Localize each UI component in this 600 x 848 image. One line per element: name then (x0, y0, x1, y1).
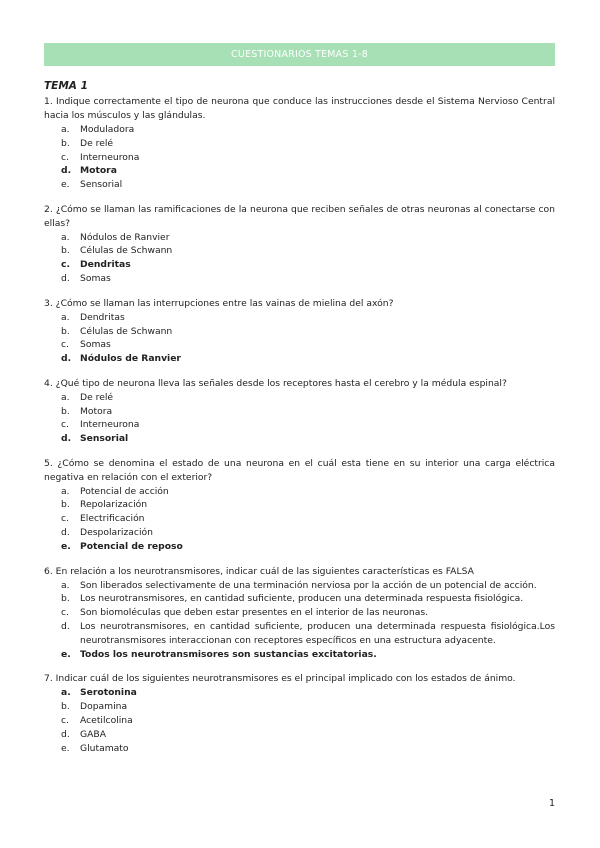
title-banner (44, 43, 555, 66)
answer-option-correct (44, 164, 555, 178)
answer-option-correct (44, 540, 555, 554)
question-5 (44, 457, 555, 554)
option-letter: e. (61, 742, 70, 754)
option-text: Potencial de acción (80, 485, 169, 497)
answer-option-correct (44, 686, 555, 700)
option-letter: d. (61, 273, 70, 285)
option-letter: e. (61, 179, 70, 191)
option-text: Despolarización (80, 527, 153, 539)
answer-option (44, 178, 555, 192)
option-letter: b. (61, 245, 70, 257)
option-text: Moduladora (80, 123, 135, 135)
answer-option (44, 742, 555, 756)
option-letter: b. (61, 137, 70, 149)
option-letter: c. (61, 259, 70, 271)
answer-options (44, 485, 555, 555)
option-letter: d. (61, 353, 72, 365)
document-content (44, 80, 555, 766)
option-letter: d. (61, 433, 72, 445)
option-text: Sensorial (80, 179, 123, 191)
answer-option (44, 728, 555, 742)
answer-option (44, 606, 555, 620)
option-text: Dendritas (80, 311, 125, 323)
option-letter: c. (61, 607, 69, 619)
option-letter: c. (61, 339, 69, 351)
option-text: Serotonina (80, 687, 137, 699)
option-text: Electrificación (80, 513, 145, 525)
answer-option (44, 391, 555, 405)
question-text: 1. Indique correctamente el tipo de neurona que conduce las instrucciones desde el Sistema Nervioso Central hacia los músculos y las glándulas. (44, 95, 555, 121)
answer-option (44, 592, 555, 606)
question-text: 3. ¿Cómo se llaman las interrupciones entre las vainas de mielina del axón? (44, 297, 394, 309)
option-text: Células de Schwann (80, 245, 173, 257)
option-text: De relé (80, 391, 114, 403)
page-number: 1 (548, 798, 555, 809)
answer-option (44, 123, 555, 137)
option-text: Somas (80, 339, 111, 351)
answer-option (44, 485, 555, 499)
option-letter: e. (61, 649, 71, 661)
question-list (44, 95, 555, 756)
answer-options (44, 686, 555, 756)
option-letter: a. (61, 485, 70, 497)
option-letter: a. (61, 123, 70, 135)
option-text: Acetilcolina (80, 715, 133, 727)
option-text: Somas (80, 273, 111, 285)
section-title: TEMA 1 (44, 80, 88, 92)
option-letter: d. (61, 621, 70, 633)
option-text: Motora (80, 165, 117, 177)
answer-option (44, 325, 555, 339)
answer-options (44, 391, 555, 447)
option-letter: a. (61, 311, 70, 323)
option-letter: d. (61, 165, 72, 177)
banner-title: CUESTIONARIOS TEMAS 1-8 (231, 49, 368, 60)
answer-option (44, 526, 555, 540)
option-letter: b. (61, 499, 70, 511)
question-text: 4. ¿Qué tipo de neurona lleva las señales desde los receptores hasta el cerebro y la médula espinal? (44, 377, 507, 389)
question-text: 2. ¿Cómo se llaman las ramificaciones de la neurona que reciben señales de otras neuronas al conectarse con ellas? (44, 203, 555, 229)
option-text: Células de Schwann (80, 325, 173, 337)
answer-option (44, 579, 555, 593)
question-text: 7. Indicar cuál de los siguientes neurotransmisores es el principal implicado con los estados de ánimo. (44, 673, 516, 685)
option-text: Dendritas (80, 259, 131, 271)
answer-option-correct (44, 432, 555, 446)
option-text: Interneurona (80, 151, 140, 163)
option-letter: a. (61, 231, 70, 243)
option-text: Nódulos de Ranvier (80, 353, 181, 365)
answer-options (44, 311, 555, 367)
answer-option (44, 418, 555, 432)
question-2 (44, 203, 555, 286)
answer-option-correct (44, 648, 555, 662)
answer-option (44, 620, 555, 648)
option-letter: b. (61, 701, 70, 713)
answer-options (44, 579, 555, 662)
option-text: Potencial de reposo (80, 541, 183, 553)
answer-option (44, 231, 555, 245)
answer-option (44, 272, 555, 286)
option-text: Son liberados selectivamente de una terminación nerviosa por la acción de un potencial de acción. (80, 579, 537, 591)
option-text: Nódulos de Ranvier (80, 231, 170, 243)
option-letter: b. (61, 593, 70, 605)
option-letter: c. (61, 513, 69, 525)
answer-option (44, 338, 555, 352)
question-6 (44, 565, 555, 662)
answer-options (44, 123, 555, 193)
option-text: Todos los neurotransmisores son sustancias excitatorias. (80, 649, 377, 661)
option-text: Repolarización (80, 499, 148, 511)
answer-options (44, 231, 555, 287)
option-text: Glutamato (80, 742, 129, 754)
answer-option (44, 151, 555, 165)
option-letter: e. (61, 541, 71, 553)
answer-option-correct (44, 352, 555, 366)
question-3 (44, 297, 555, 367)
question-4 (44, 377, 555, 447)
answer-option (44, 311, 555, 325)
option-letter: a. (61, 687, 71, 699)
option-letter: c. (61, 151, 69, 163)
option-letter: b. (61, 405, 70, 417)
answer-option (44, 244, 555, 258)
option-letter: c. (61, 419, 69, 431)
option-text: GABA (80, 729, 106, 741)
option-text: Motora (80, 405, 113, 417)
answer-option (44, 137, 555, 151)
answer-option-correct (44, 258, 555, 272)
question-text: 6. En relación a los neurotransmisores, indicar cuál de las siguientes características es FALSA (44, 565, 474, 577)
option-letter: a. (61, 391, 70, 403)
question-7 (44, 672, 555, 755)
answer-option (44, 405, 555, 419)
option-letter: d. (61, 527, 70, 539)
option-text: Dopamina (80, 701, 128, 713)
option-text: Son biomoléculas que deben estar presentes en el interior de las neuronas. (80, 607, 429, 619)
option-letter: d. (61, 729, 70, 741)
option-text: De relé (80, 137, 114, 149)
answer-option (44, 498, 555, 512)
answer-option (44, 512, 555, 526)
option-text: Interneurona (80, 419, 140, 431)
question-1 (44, 95, 555, 192)
option-text: Los neurotransmisores, en cantidad suficiente, producen una determinada respuesta fisiológica. (80, 593, 524, 605)
option-letter: c. (61, 715, 69, 727)
option-text: Los neurotransmisores, en cantidad suficiente, producen una determinada respuesta fisiológica.Los neurotransmisores interaccionan con receptores específicos en una estructura adyacente. (80, 621, 555, 647)
answer-option (44, 700, 555, 714)
option-letter: a. (61, 579, 70, 591)
answer-option (44, 714, 555, 728)
question-text: 5. ¿Cómo se denomina el estado de una neurona en el cuál esta tiene en su interior una carga eléctrica negativa en relación con el exterior? (44, 457, 555, 483)
option-text: Sensorial (80, 433, 129, 445)
option-letter: b. (61, 325, 70, 337)
